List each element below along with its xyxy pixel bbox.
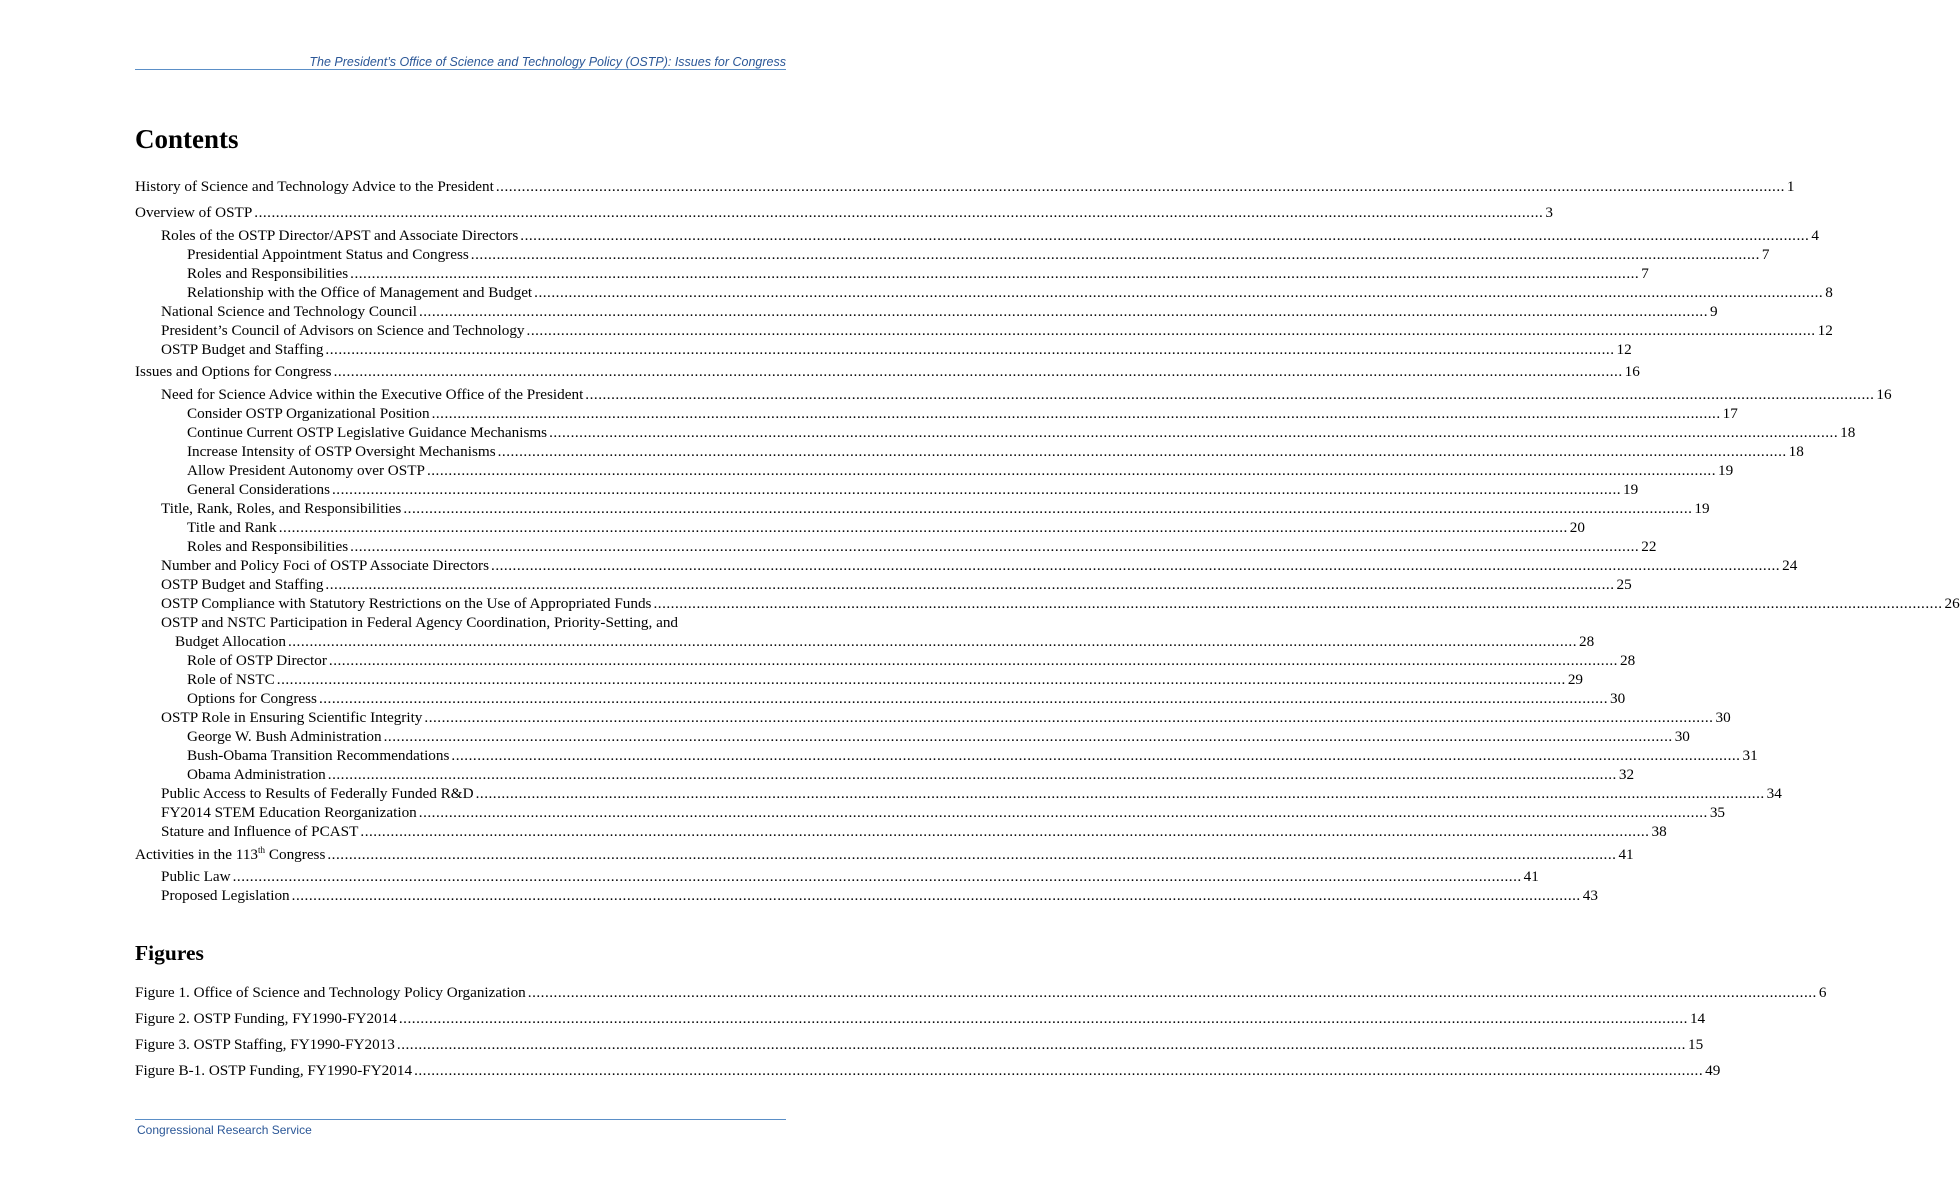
- contents-entry-title: President’s Council of Advisors on Science and Technology: [161, 322, 525, 339]
- dot-leader: ............................................................................................................................................................................................................................................................................................................: [360, 823, 1650, 840]
- contents-entry-title: OSTP Role in Ensuring Scientific Integrity: [161, 709, 423, 726]
- figure-entry-page: 6: [1818, 984, 1827, 1001]
- contents-entry[interactable]: [135, 203, 1553, 222]
- contents-entry[interactable]: [161, 321, 1833, 340]
- dot-leader: ............................................................................................................................................................................................................................................................................................................: [350, 265, 1640, 282]
- contents-entry-title: OSTP Compliance with Statutory Restrictions on the Use of Appropriated Funds: [161, 595, 652, 612]
- dot-leader: ............................................................................................................................................................................................................................................................................................................: [350, 538, 1640, 555]
- contents-entry[interactable]: [187, 404, 1738, 423]
- contents-entry-page: 19: [1718, 462, 1734, 479]
- running-header: The President’s Office of Science and Technology Policy (OSTP): Issues for Congress: [309, 55, 786, 69]
- contents-entry[interactable]: [187, 442, 1804, 461]
- contents-entry-page: 18: [1788, 443, 1804, 460]
- dot-leader: ............................................................................................................................................................................................................................................................................................................: [327, 766, 1617, 783]
- dot-leader: ............................................................................................................................................................................................................................................................................................................: [276, 671, 1566, 688]
- dot-leader: ............................................................................................................................................................................................................................................................................................................: [491, 557, 1781, 574]
- contents-entry-page: 38: [1651, 823, 1667, 840]
- dot-leader: ............................................................................................................................................................................................................................................................................................................: [470, 246, 1760, 263]
- contents-entry-page: 4: [1811, 227, 1819, 244]
- contents-entry[interactable]: [161, 708, 1731, 727]
- contents-entry[interactable]: [187, 518, 1585, 537]
- dot-leader: ............................................................................................................................................................................................................................................................................................................: [431, 405, 1721, 422]
- dot-leader: ............................................................................................................................................................................................................................................................................................................: [526, 322, 1816, 339]
- contents-entry-page: 16: [1624, 363, 1640, 380]
- contents-entry[interactable]: [161, 556, 1798, 575]
- contents-entry-title: Stature and Influence of PCAST: [161, 823, 359, 840]
- figure-entry-page: 15: [1687, 1036, 1704, 1053]
- contents-entry[interactable]: [187, 670, 1584, 689]
- contents-entry[interactable]: [161, 385, 1892, 404]
- contents-entry-page: 12: [1616, 341, 1632, 358]
- contents-entry-page: 18: [1840, 424, 1856, 441]
- contents-entry-page: 20: [1569, 519, 1585, 536]
- dot-leader: ............................................................................................................................................................................................................................................................................................................: [383, 728, 1673, 745]
- footer-rule: [135, 1119, 786, 1120]
- contents-entry-page: 9: [1710, 303, 1718, 320]
- dot-leader: ............................................................................................................................................................................................................................................................................................................: [325, 341, 1615, 358]
- contents-entry[interactable]: [187, 727, 1690, 746]
- dot-leader: ............................................................................................................................................................................................................................................................................................................: [278, 519, 1568, 536]
- contents-entry-title: Title, Rank, Roles, and Responsibilities: [161, 500, 402, 517]
- dot-leader: ............................................................................................................................................................................................................................................................................................................: [520, 227, 1810, 244]
- contents-entry-page: 25: [1616, 576, 1632, 593]
- figure-entry[interactable]: [135, 983, 1827, 1002]
- figure-entry-title: Figure B-1. OSTP Funding, FY1990-FY2014: [135, 1062, 413, 1079]
- contents-entry-page: 34: [1766, 785, 1782, 802]
- contents-entry[interactable]: [161, 867, 1539, 886]
- contents-entry[interactable]: [161, 226, 1819, 245]
- dot-leader: ............................................................................................................................................................................................................................................................................................................: [585, 386, 1875, 403]
- contents-entry-page: 28: [1619, 652, 1636, 669]
- dot-leader: ............................................................................................................................................................................................................................................................................................................: [418, 303, 1708, 320]
- contents-entry-page: 32: [1618, 766, 1635, 783]
- dot-leader: ............................................................................................................................................................................................................................................................................................................: [653, 595, 1943, 612]
- contents-entry[interactable]: [187, 480, 1639, 499]
- contents-entry-page: 1: [1786, 178, 1795, 195]
- contents-entry-page: 30: [1610, 690, 1626, 707]
- contents-entry-title: Roles of the OSTP Director/APST and Associate Directors: [161, 227, 519, 244]
- contents-entry-title: Consider OSTP Organizational Position: [187, 405, 430, 422]
- dot-leader: ............................................................................................................................................................................................................................................................................................................: [403, 500, 1693, 517]
- contents-entry-page: 8: [1825, 284, 1833, 301]
- contents-entry-title: Obama Administration: [187, 766, 326, 783]
- contents-entry[interactable]: [187, 689, 1626, 708]
- dot-leader: ............................................................................................................................................................................................................................................................................................................: [475, 785, 1765, 802]
- contents-entry[interactable]: [187, 651, 1636, 670]
- contents-entry-title: History of Science and Technology Advice to the President: [135, 178, 494, 195]
- contents-entry[interactable]: [135, 362, 1640, 381]
- contents-entry[interactable]: [161, 302, 1718, 321]
- dot-leader: ............................................................................................................................................................................................................................................................................................................: [254, 204, 1544, 221]
- dot-leader: ............................................................................................................................................................................................................................................................................................................: [497, 443, 1787, 460]
- contents-entry-title: OSTP Budget and Staffing: [161, 576, 324, 593]
- figure-entry-title: Figure 3. OSTP Staffing, FY1990-FY2013: [135, 1036, 395, 1053]
- contents-entry-title: Relationship with the Office of Management and Budget: [187, 284, 533, 301]
- contents-entry-page: 30: [1674, 728, 1690, 745]
- contents-entry[interactable]: [187, 746, 1758, 765]
- contents-entry-title: Title and Rank: [187, 519, 277, 536]
- contents-entry-title: Roles and Responsibilities: [187, 265, 349, 282]
- contents-entry-title: Continue Current OSTP Legislative Guidance Mechanisms: [187, 424, 548, 441]
- contents-entry-title: National Science and Technology Council: [161, 303, 417, 320]
- contents-entry-page: 3: [1545, 204, 1553, 221]
- contents-entry[interactable]: [187, 765, 1635, 784]
- dot-leader: ............................................................................................................................................................................................................................................................................................................: [426, 462, 1716, 479]
- contents-entry[interactable]: [187, 423, 1856, 442]
- dot-leader: ............................................................................................................................................................................................................................................................................................................: [398, 1010, 1688, 1027]
- contents-entry-page: 12: [1817, 322, 1833, 339]
- contents-entry-title: Issues and Options for Congress: [135, 363, 332, 380]
- contents-entry-title: Public Law: [161, 868, 231, 885]
- contents-entry-title: Role of OSTP Director: [187, 652, 327, 669]
- contents-entry[interactable]: [187, 283, 1833, 302]
- contents-entry[interactable]: [187, 537, 1657, 556]
- dot-leader: ............................................................................................................................................................................................................................................................................................................: [414, 1062, 1704, 1079]
- contents-entry-title: Activities in the 113th Congress: [135, 844, 326, 863]
- contents-entry-page: 7: [1641, 265, 1649, 282]
- dot-leader: ............................................................................................................................................................................................................................................................................................................: [424, 709, 1714, 726]
- contents-entry-page: 22: [1641, 538, 1657, 555]
- dot-leader: ............................................................................................................................................................................................................................................................................................................: [451, 747, 1741, 764]
- contents-entry[interactable]: [161, 340, 1632, 359]
- dot-leader: ............................................................................................................................................................................................................................................................................................................: [495, 178, 1785, 195]
- contents-entry-page: 19: [1694, 500, 1710, 517]
- header-rule: [135, 69, 786, 70]
- contents-entry-title: OSTP and NSTC Participation in Federal Agency Coordination, Priority-Setting, and: [161, 614, 679, 631]
- figure-entry-title: Figure 1. Office of Science and Technology Policy Organization: [135, 984, 526, 1001]
- contents-entry-title: General Considerations: [187, 481, 330, 498]
- contents-entry-page: 28: [1579, 633, 1595, 650]
- contents-entry-page: 41: [1618, 846, 1634, 863]
- dot-leader: ............................................................................................................................................................................................................................................................................................................: [527, 984, 1817, 1001]
- contents-entry-page: 26: [1944, 595, 1960, 612]
- dot-leader: ............................................................................................................................................................................................................................................................................................................: [549, 424, 1839, 441]
- contents-entry[interactable]: [175, 632, 1595, 651]
- figure-entry[interactable]: [135, 1009, 1706, 1028]
- contents-entry-page: 17: [1722, 405, 1738, 422]
- contents-entry-page: 16: [1876, 386, 1892, 403]
- contents-entry-title: Need for Science Advice within the Executive Office of the President: [161, 386, 584, 403]
- dot-leader: ............................................................................................................................................................................................................................................................................................................: [333, 363, 1623, 380]
- contents-entry-title: Public Access to Results of Federally Funded R&D: [161, 785, 474, 802]
- contents-entry-title: Proposed Legislation: [161, 887, 290, 904]
- contents-entry-page: 43: [1582, 887, 1598, 904]
- dot-leader: ............................................................................................................................................................................................................................................................................................................: [396, 1036, 1686, 1053]
- figure-entry[interactable]: [135, 1035, 1704, 1054]
- contents-entry-title: Budget Allocation: [175, 633, 286, 650]
- contents-entry-page: 24: [1782, 557, 1798, 574]
- contents-entry-page: 29: [1567, 671, 1584, 688]
- contents-entry-title: George W. Bush Administration: [187, 728, 382, 745]
- contents-entry[interactable]: [161, 886, 1598, 905]
- contents-entry-title: Number and Policy Foci of OSTP Associate Directors: [161, 557, 490, 574]
- figure-entry-page: 14: [1689, 1010, 1706, 1027]
- contents-entry-title: Options for Congress: [187, 690, 317, 707]
- dot-leader: ............................................................................................................................................................................................................................................................................................................: [418, 804, 1708, 821]
- contents-entry[interactable]: [161, 613, 678, 632]
- contents-entry[interactable]: [135, 844, 1634, 864]
- figure-entry[interactable]: [135, 1061, 1721, 1080]
- contents-heading: Contents: [135, 124, 239, 154]
- dot-leader: ............................................................................................................................................................................................................................................................................................................: [325, 576, 1615, 593]
- contents-entry-page: 7: [1761, 246, 1770, 263]
- contents-entry[interactable]: [161, 499, 1710, 518]
- contents-entry-title: Overview of OSTP: [135, 204, 253, 221]
- figures-heading: Figures: [135, 941, 204, 965]
- contents-entry-page: 41: [1523, 868, 1539, 885]
- dot-leader: ............................................................................................................................................................................................................................................................................................................: [331, 481, 1622, 498]
- footer-text: Congressional Research Service: [137, 1123, 312, 1137]
- figure-entry-title: Figure 2. OSTP Funding, FY1990-FY2014: [135, 1010, 397, 1027]
- contents-entry[interactable]: [187, 461, 1734, 480]
- contents-entry-title: Roles and Responsibilities: [187, 538, 349, 555]
- figure-entry-page: 49: [1705, 1062, 1721, 1079]
- contents-entry[interactable]: [161, 594, 1960, 613]
- dot-leader: ............................................................................................................................................................................................................................................................................................................: [291, 887, 1581, 904]
- contents-entry-page: 31: [1742, 747, 1758, 764]
- contents-entry[interactable]: [161, 822, 1667, 841]
- dot-leader: ............................................................................................................................................................................................................................................................................................................: [232, 868, 1522, 885]
- contents-entry-title: FY2014 STEM Education Reorganization: [161, 804, 417, 821]
- contents-entry[interactable]: [161, 803, 1726, 822]
- contents-entry[interactable]: [161, 784, 1782, 803]
- contents-entry[interactable]: [187, 245, 1770, 264]
- contents-entry-title: Role of NSTC: [187, 671, 275, 688]
- contents-entry-title: OSTP Budget and Staffing: [161, 341, 324, 358]
- contents-entry-page: 19: [1623, 481, 1639, 498]
- contents-entry-title: Allow President Autonomy over OSTP: [187, 462, 425, 479]
- superscript: th: [258, 844, 266, 855]
- dot-leader: ............................................................................................................................................................................................................................................................................................................: [327, 846, 1617, 863]
- contents-entry-title: Increase Intensity of OSTP Oversight Mechanisms: [187, 443, 496, 460]
- contents-entry-page: 30: [1715, 709, 1731, 726]
- dot-leader: ............................................................................................................................................................................................................................................................................................................: [534, 284, 1824, 301]
- contents-entry-page: 35: [1709, 804, 1726, 821]
- contents-entry[interactable]: [187, 264, 1649, 283]
- contents-entry[interactable]: [161, 575, 1632, 594]
- contents-entry-title: Presidential Appointment Status and Congress: [187, 246, 469, 263]
- dot-leader: ............................................................................................................................................................................................................................................................................................................: [318, 690, 1608, 707]
- dot-leader: ............................................................................................................................................................................................................................................................................................................: [287, 633, 1578, 650]
- contents-entry-title: Bush-Obama Transition Recommendations: [187, 747, 450, 764]
- dot-leader: ............................................................................................................................................................................................................................................................................................................: [328, 652, 1618, 669]
- contents-entry[interactable]: [135, 177, 1795, 196]
